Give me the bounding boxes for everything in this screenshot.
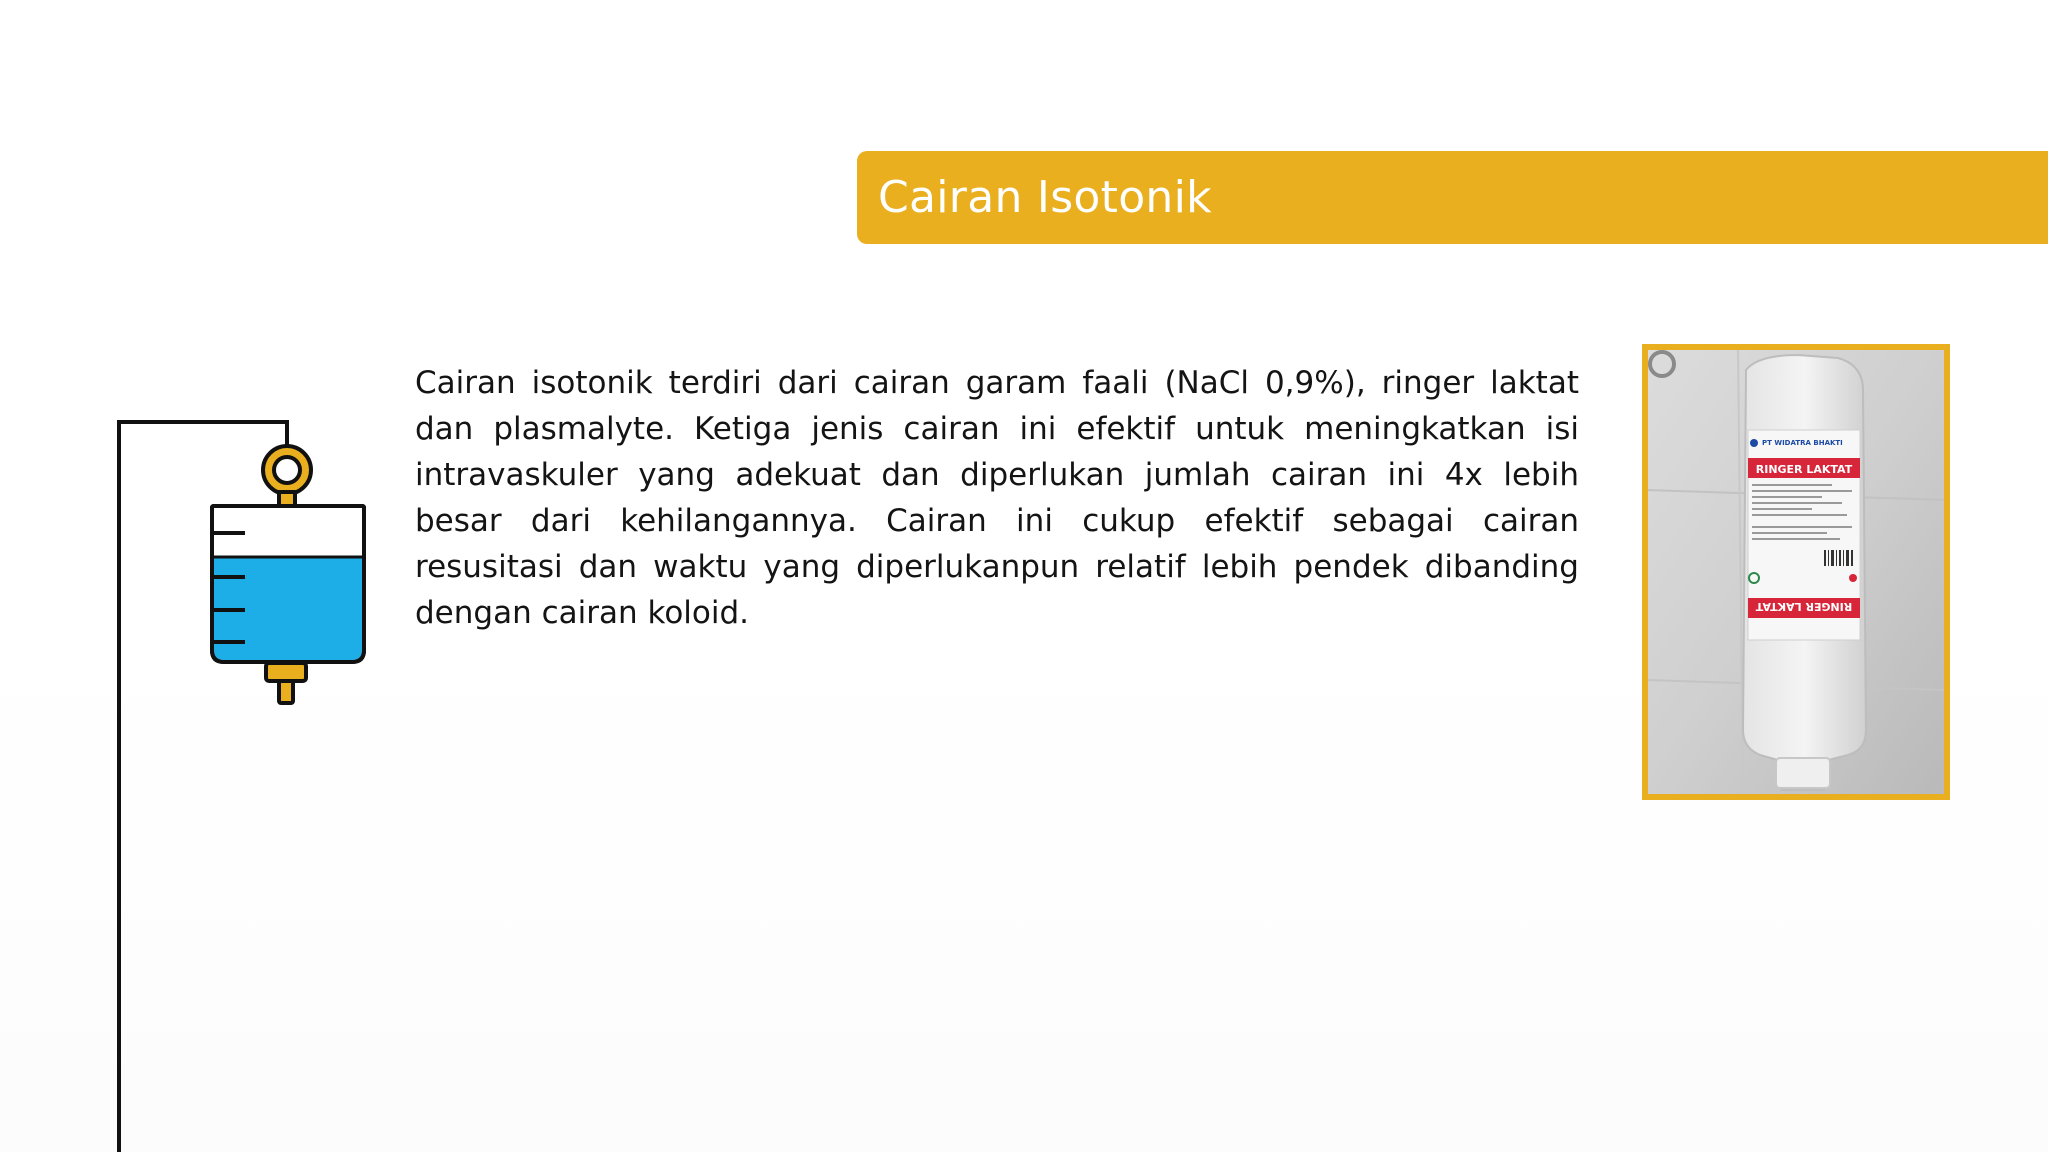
ringer-laktat-bottle-photo — [1642, 344, 1950, 800]
title-banner — [857, 151, 2048, 244]
photo-label-bottom: RINGER LAKTAT — [1755, 600, 1853, 613]
iv-bag-icon — [0, 0, 420, 1152]
photo-maker-text: PT WIDATRA BHAKTI — [1762, 439, 1843, 447]
photo-label-top: RINGER LAKTAT — [1755, 463, 1853, 476]
slide-title: Cairan Isotonik — [878, 172, 1212, 223]
body-paragraph: Cairan isotonik terdiri dari cairan garam faali (NaCl 0,9%), ringer laktat dan plasmalyte. Ketiga jenis cairan ini efektif untuk meningkatkan isi intravaskuler yang adekuat dan diperlukan jumlah cairan ini 4x lebih besar dari kehilangannya. Cairan ini cukup efektif sebagai cairan resusitasi dan waktu yang diperlukanpun relatif lebih pendek dibanding dengan cairan koloid. — [415, 365, 1579, 631]
